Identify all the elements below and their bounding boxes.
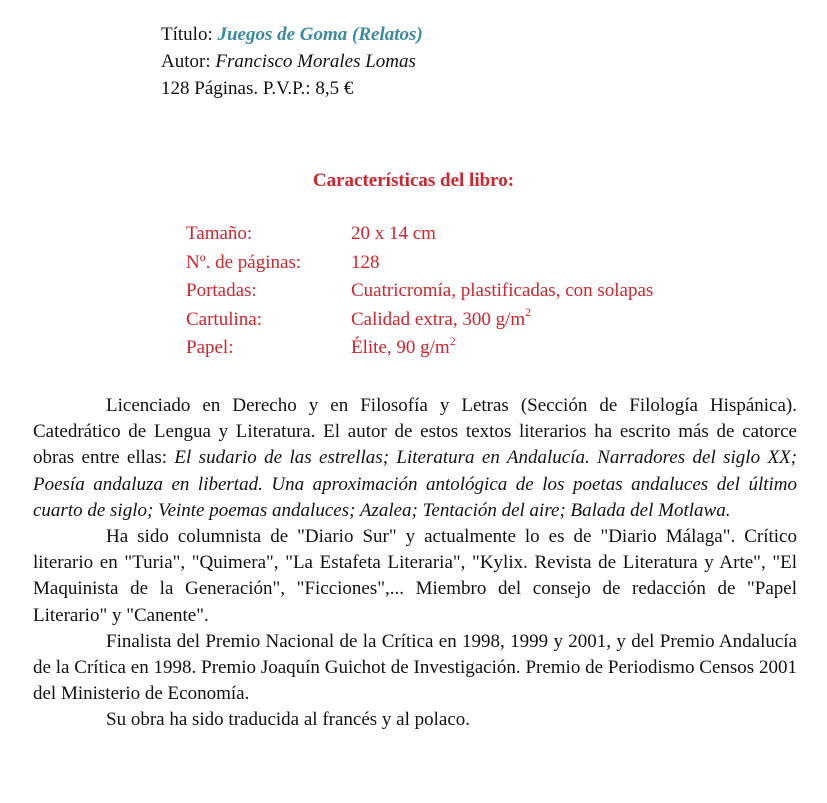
book-author-line <box>161 48 416 75</box>
book-author: Francisco Morales Lomas <box>215 51 416 72</box>
spec-value: 128 <box>351 251 380 273</box>
spec-value: 20 x 14 cm <box>351 223 436 244</box>
spec-value: Cuatricromía, plastificadas, con solapas <box>351 280 654 301</box>
spec-row-cardstock <box>186 306 653 335</box>
works-list: El sudario de las estrellas; Literatura en Andalucía. Narradores del siglo XX; Poesía andaluza en libertad. Una aproximación antológica de los poetas andaluces del último cuarto de siglo; Veinte poemas andaluces; Azalea; Tentación del aire; Balada del Motlawa. <box>33 447 797 521</box>
spec-label: Cartulina: <box>186 308 262 330</box>
title-label: Título: <box>161 24 218 45</box>
spec-row-size <box>186 220 653 249</box>
spec-row-paper <box>186 334 653 363</box>
spec-label: Portadas: <box>186 280 257 301</box>
author-bio <box>33 393 797 734</box>
characteristics-heading: Características del libro: <box>312 170 515 191</box>
spec-value: Élite, 90 $g/m^2$ <box>351 333 456 358</box>
spec-label: Papel: <box>186 337 234 358</box>
pages-price-line: 128 Páginas. P.V.P.: 8,5 € <box>161 78 354 99</box>
spec-row-pages <box>186 249 653 278</box>
author-label: Autor: <box>161 51 216 72</box>
book-title-line <box>161 21 423 48</box>
characteristics-table <box>186 220 653 363</box>
bio-paragraph: Ha sido columnista de "Diario Sur" y actualmente lo es de "Diario Málaga". Crítico literario en "Turia", "Quimera", "La Estafeta Literaria", "Kylix. Revista de Literatura y Arte", "El Maquinista de la Generación", "Ficciones",... Miembro del consejo de redacción de "Papel Literario" y "Canente". <box>33 526 797 626</box>
bio-paragraph: Licenciado en Derecho y en Filosofía y Letras (Sección de Filología Hispánica). Catedrático de Lengua y Literatura. El autor de estos textos literarios ha escrito más de catorce obras entre ellas: El sudario de las estrellas; Literatura en Andalucía. Narradores del siglo XX; Poesía andaluza en libertad. Una aproximación antológica de los poetas andaluces del último cuarto de siglo; Veinte poemas andaluces; Azalea; Tentación del aire; Balada del Motlawa. <box>33 395 797 521</box>
spec-label: Tamaño: <box>186 223 253 244</box>
bio-paragraph: Finalista del Premio Nacional de la Crítica en 1998, 1999 y 2001, y del Premio Andalucía de la Crítica en 1998. Premio Joaquín Guichot de Investigación. Premio de Periodismo Censos 2001 del Ministerio de Economía. <box>33 630 797 705</box>
spec-value: Calidad extra, 300 $g/m^2$ <box>351 305 532 330</box>
spec-row-covers <box>186 277 653 306</box>
book-title: Juegos de Goma (Relatos) <box>217 24 423 45</box>
bio-paragraph: Su obra ha sido traducida al francés y al polaco. <box>106 709 471 731</box>
spec-label: Nº. de páginas: <box>186 251 302 273</box>
